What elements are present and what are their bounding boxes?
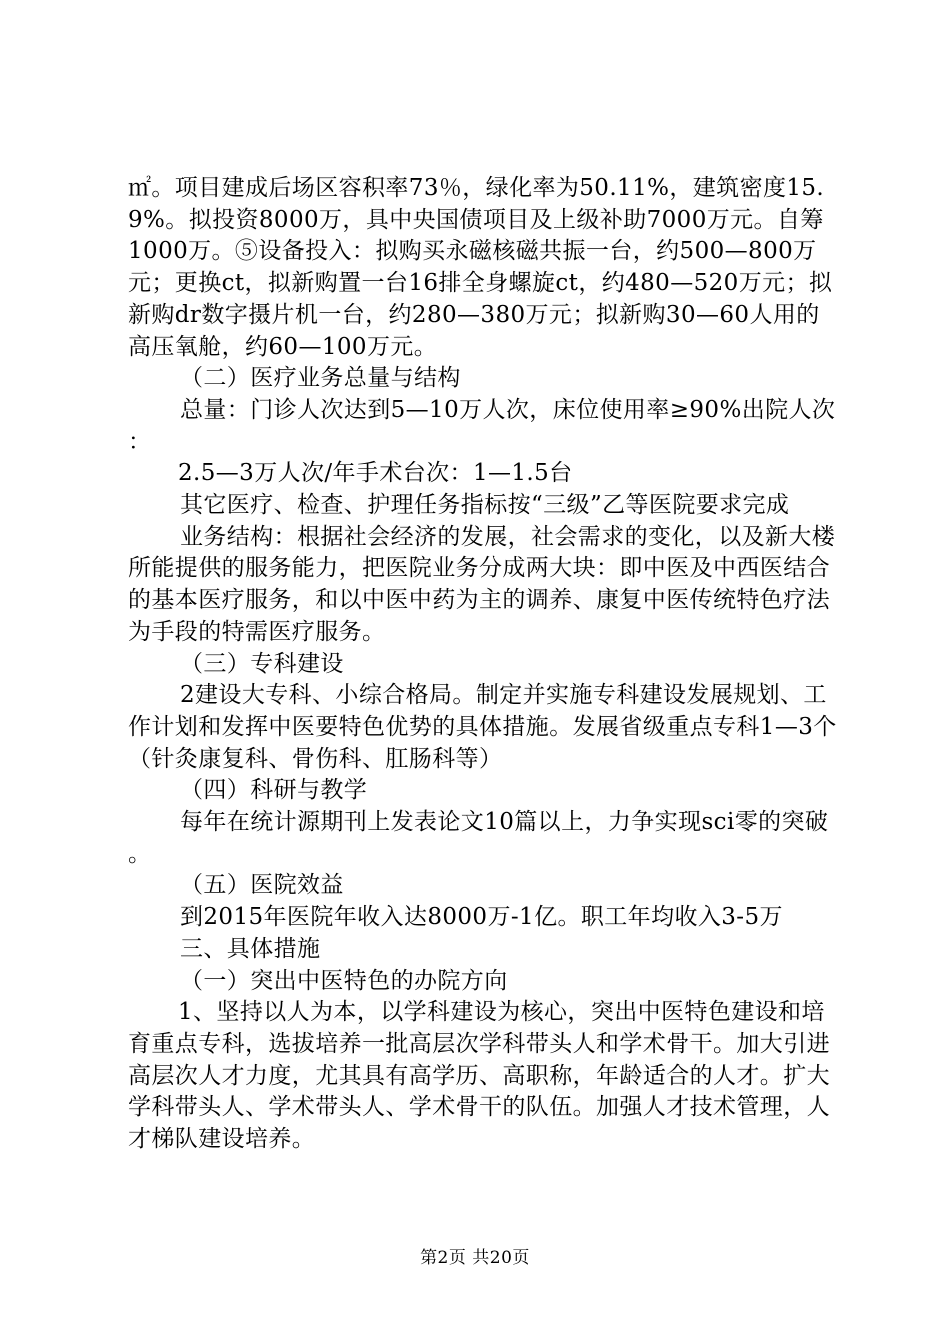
paragraph-total-volume: 总量：门诊人次达到5—10万人次，床位使用率≥90%出院人次： <box>128 396 836 455</box>
heading-specific-measures: 三、具体措施 <box>180 935 321 962</box>
heading-tcm-direction: （一）突出中医特色的办院方向 <box>180 967 508 994</box>
paragraph-surgery-count: 2.5—3万人次/年手术台次：1—1.5台 <box>178 460 573 487</box>
document-body <box>128 173 838 1156</box>
heading-hospital-benefit: （五）医院效益 <box>180 872 344 899</box>
heading-medical-volume: （二）医疗业务总量与结构 <box>180 365 461 392</box>
paragraph-project-summary: ㎡。项目建成后场区容积率73％，绿化率为50.11%，建筑密度15.9%。拟投资8000万，具中央国债项目及上级补助7000万元。自筹1000万。⑤设备投入：拟购买永磁核磁共振一台，约500—800万元；更换ct，拟新购置一台16排全身螺旋ct，约480—520万元；拟新购dr数字摄片机一台，约280—380万元；拟新购30—60人用的高压氧舱，约60—100万元。 <box>128 175 833 360</box>
paragraph-research-goal: 每年在统计源期刊上发表论文10篇以上，力争实现sci零的突破。 <box>128 809 829 867</box>
paragraph-other-tasks: 其它医疗、检查、护理任务指标按“三级”乙等医院要求完成 <box>180 492 790 519</box>
paragraph-revenue-goal: 到2015年医院年收入达8000万-1亿。职工年均收入3-5万 <box>180 904 783 931</box>
heading-specialty-construction: （三）专科建设 <box>180 650 344 677</box>
heading-research-teaching: （四）科研与教学 <box>180 777 368 804</box>
page-footer: 第2页 共20页 <box>420 1248 530 1268</box>
paragraph-specialty-plan: 2建设大专科、小综合格局。制定并实施专科建设发展规划、工作计划和发挥中医要特色优势的具体措施。发展省级重点专科1—3个（针灸康复科、骨伤科、肛肠科等） <box>128 682 837 772</box>
paragraph-talent-strategy: 1、坚持以人为本，以学科建设为核心，突出中医特色建设和培育重点专科，选拔培养一批高层次学科带头人和学术骨干。加大引进高层次人才力度，尤其具有高学历、高职称，年龄适合的人才。扩大学科带头人、学术带头人、学术骨干的队伍。加强人才技术管理，人才梯队建设培养。 <box>128 999 830 1153</box>
paragraph-business-structure: 业务结构：根据社会经济的发展，社会需求的变化，以及新大楼所能提供的服务能力，把医院业务分成两大块：即中医及中西医结合的基本医疗服务，和以中医中药为主的调养、康复中医传统特色疗法为手段的特需医疗服务。 <box>128 523 836 645</box>
